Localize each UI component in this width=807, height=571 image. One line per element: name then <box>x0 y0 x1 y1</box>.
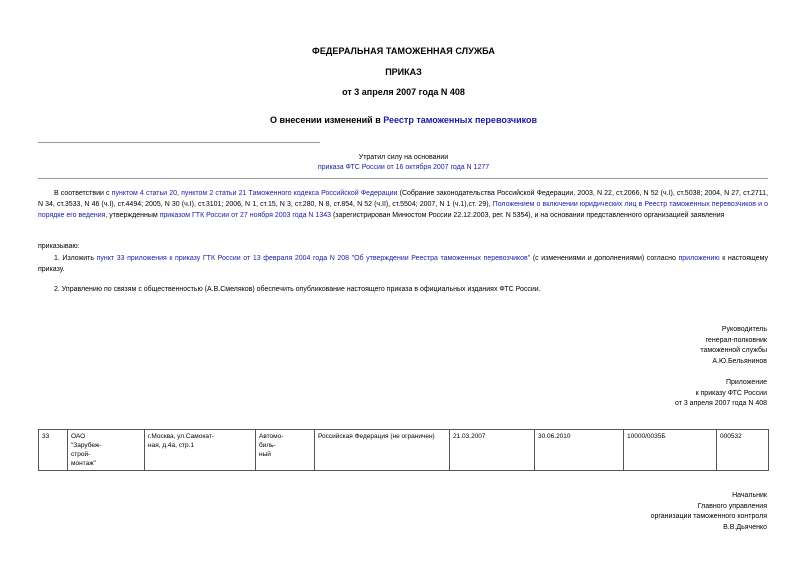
preamble-text-3: (Собрание законодательства Российской Федерации, 2003, N 22, ст.2066, N 52 (ч.I), ст.5038; 2004, N 27, ст.2711, N 34, ст.3533, N 46 (ч.I), ст.4494; 2005, N 30 (ч.I), ст.3101; 2006, N 1, ст.15, N 3, ст.280, N 8, ст.854, N 52 (ч.II), ст.5504; 2007, N 1 (ч.1),ст. 29), <box>38 190 769 208</box>
org-line: ОАО <box>71 433 86 440</box>
customs-code-art20-link[interactable]: пунктом 4 статьи 20 <box>111 190 177 197</box>
signatory-position: Начальник <box>732 492 767 499</box>
clause-1 <box>38 253 768 275</box>
cell-transport <box>256 430 315 471</box>
signatory-rank: генерал-полковник <box>705 336 767 344</box>
divider-short <box>38 142 320 143</box>
transport-line: ный <box>259 451 271 458</box>
org-line: строй- <box>71 451 91 458</box>
order-word: приказываю: <box>38 243 80 250</box>
address-line: ная, д.4а, стр.1 <box>148 442 195 449</box>
issuer-heading: ФЕДЕРАЛЬНАЯ ТАМОЖЕННАЯ СЛУЖБА <box>312 46 495 56</box>
preamble-text-1: В соответствии с <box>54 190 112 197</box>
transport-line: Автомо- <box>259 433 284 440</box>
cell-address <box>145 430 256 471</box>
clause-2: 2. Управлению по связям с общественностью (А.В.Смеляков) обеспечить опубликование настоящего приказа в официальных изданиях ФТС России. <box>54 286 541 293</box>
clause-1-text-2: (с изменениями и дополнениями) согласно <box>530 255 679 262</box>
repeal-order-link[interactable]: приказа ФТС России от 16 октября 2007 года N 1277 <box>317 164 490 171</box>
document-kind: ПРИКАЗ <box>385 67 422 77</box>
title-prefix: О внесении изменений в <box>269 115 384 125</box>
divider-long <box>38 178 768 179</box>
cell-code: 000532 <box>717 430 769 471</box>
org-line: "Зарубеж- <box>71 442 102 449</box>
signatory-division: организации таможенного контроля <box>650 513 767 520</box>
customs-code-art21-link[interactable]: пунктом 2 статьи 21 Таможенного кодекса Российской Федерации <box>181 190 398 197</box>
cell-organization <box>68 430 145 471</box>
cell-reg-number: 10000/0035Б <box>624 430 717 471</box>
cell-date-to: 30.06.2010 <box>535 430 624 471</box>
signature-head <box>700 325 767 367</box>
signatory-service: таможенной службы <box>700 347 767 354</box>
address-line: г.Москва, ул.Самокат- <box>148 433 214 440</box>
gtk-order-208-link[interactable]: пункт 33 приложения к приказу ГТК России от 13 февраля 2004 года N 208 "Об утверждении Реестра таможенных перевозчиков" <box>96 255 531 262</box>
appendix-title: Приложение <box>725 379 767 386</box>
cell-region: Российская Федерация (не ограничен) <box>315 430 450 471</box>
appendix-date: от 3 апреля 2007 года N 408 <box>674 400 767 407</box>
clause-1-text-1: 1. Изложить <box>54 255 97 262</box>
signatory-name: В.В.Дьяченко <box>723 523 767 531</box>
preamble-text-5: (зарегистрирован Минюстом России 22.12.2003, рег. N 5354), и на основании представленного организацией заявления <box>331 212 725 219</box>
preamble-text-2: , <box>177 190 182 197</box>
appendix-link[interactable]: приложению <box>678 255 720 262</box>
lost-force-order <box>0 164 807 171</box>
table-row <box>39 430 769 471</box>
registry-link[interactable]: Реестр таможенных перевозчиков <box>383 115 538 125</box>
document-date: от 3 апреля 2007 года N 408 <box>342 87 465 97</box>
regulation-link[interactable]: Положением о включении юридических лиц в Реестр таможенных перевозчиков и о порядке его ведения <box>38 201 768 219</box>
registry-table <box>38 429 769 471</box>
org-line: монтаж" <box>71 460 96 467</box>
preamble-paragraph <box>38 188 768 221</box>
preamble-text-4: , утвержденным <box>105 212 160 219</box>
signatory-department: Главного управления <box>697 502 767 510</box>
lost-force-note: Утратил силу на основании <box>358 154 449 161</box>
transport-line: биль- <box>259 442 276 449</box>
cell-number: 33 <box>39 430 68 471</box>
appendix-header <box>675 378 767 410</box>
document-title <box>0 115 807 125</box>
signature-department <box>651 491 767 533</box>
gtk-order-1343-link[interactable]: приказом ГТК России от 27 ноября 2003 года N 1343 <box>159 212 332 219</box>
clause-1-text-3: к настоящему приказу. <box>38 255 768 273</box>
signatory-name: А.Ю.Бельянинов <box>712 357 767 365</box>
cell-date-from: 21.03.2007 <box>450 430 535 471</box>
appendix-ref: к приказу ФТС России <box>695 389 767 397</box>
signatory-position: Руководитель <box>721 326 767 333</box>
